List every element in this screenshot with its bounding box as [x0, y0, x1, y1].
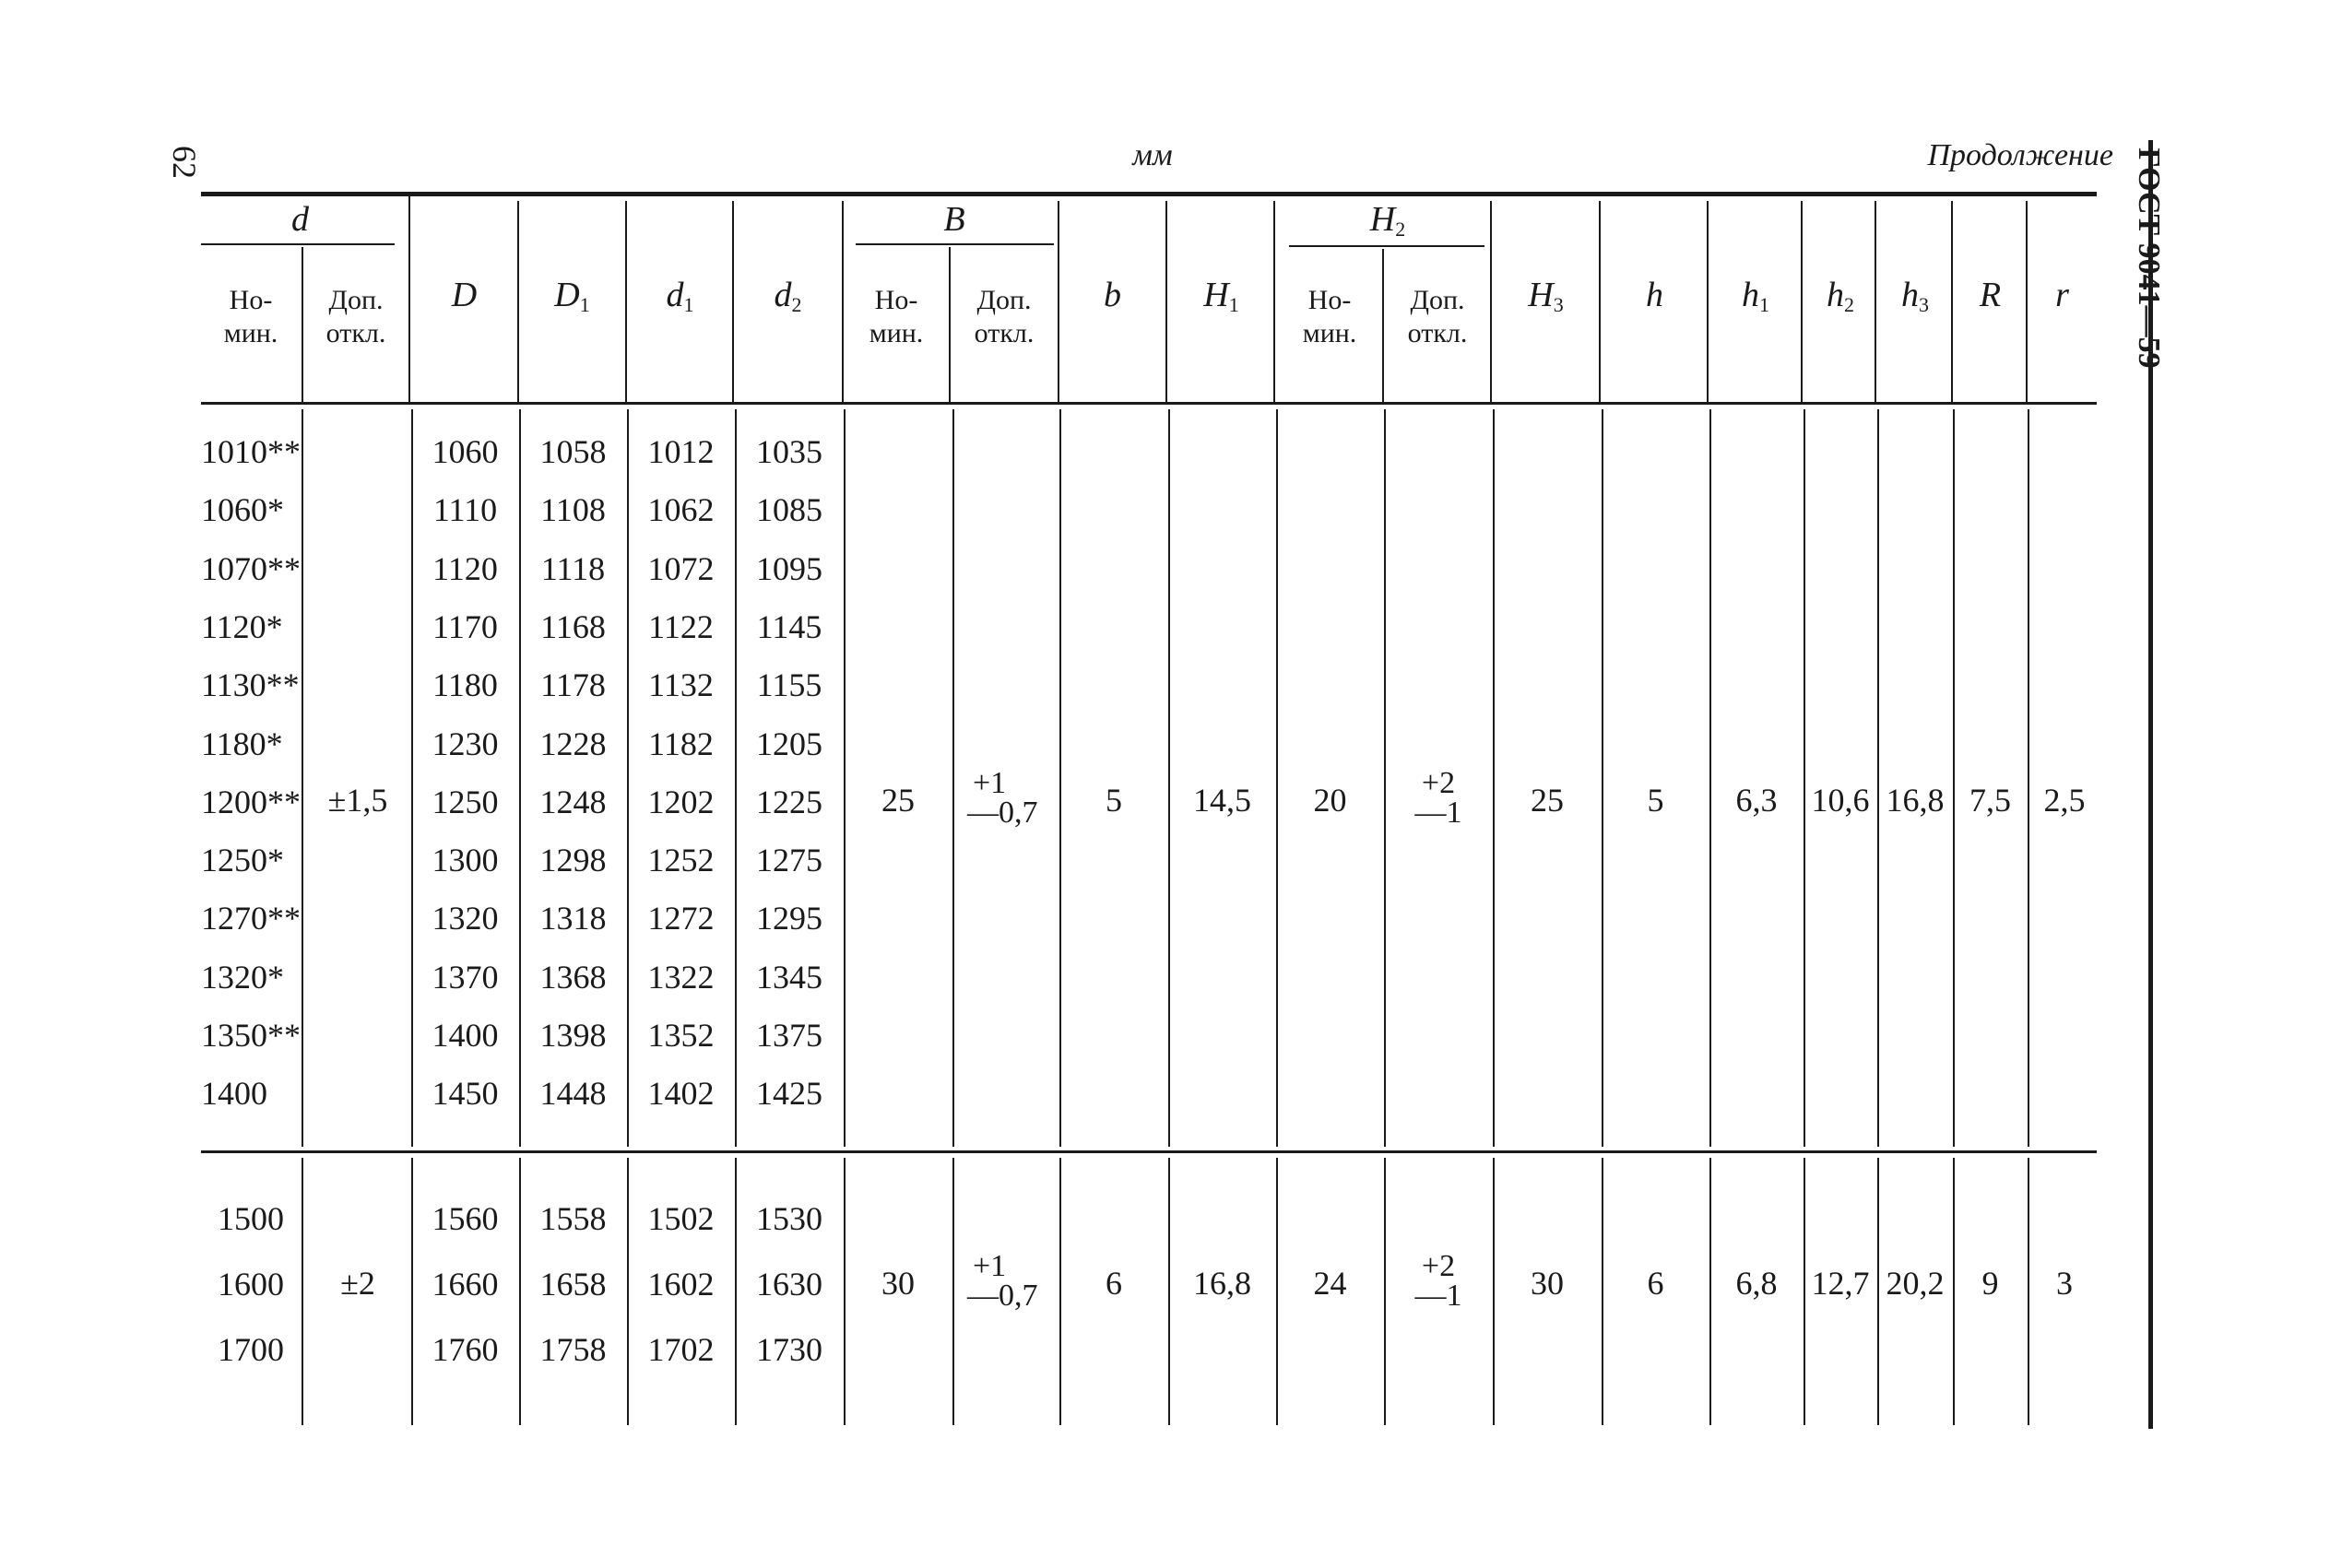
header-B-dop	[952, 284, 1057, 350]
header-R	[1953, 277, 2028, 313]
continuation-label: Продолжение	[1927, 138, 2113, 172]
header-H1	[1168, 277, 1274, 324]
table-cell: 1760	[432, 1331, 499, 1368]
header-b	[1059, 277, 1165, 313]
dop-line1: Доп.	[976, 285, 1032, 315]
group1-r: 2,5	[2043, 782, 2086, 819]
B-group-underline	[856, 243, 1054, 245]
group2-H2-nominal: 24	[1313, 1265, 1347, 1302]
table-cell: 1370	[432, 958, 499, 996]
table-cell: 1095	[756, 549, 822, 587]
header-h-text: h	[1646, 276, 1663, 314]
table-cell: 1205	[756, 725, 822, 762]
table-cell: 1660	[432, 1266, 499, 1303]
table-cell: 1120	[432, 549, 498, 587]
header-h3	[1877, 277, 1953, 324]
tol-lower: —1	[1414, 1279, 1462, 1313]
table-cell: 1448	[539, 1075, 607, 1113]
table-cell: 1275	[756, 842, 822, 879]
tol-upper: +1	[973, 766, 1007, 800]
table-cell: 1400	[201, 1075, 267, 1113]
header-H1-text: H	[1203, 276, 1229, 314]
header-h1-sub: 1	[1759, 293, 1769, 316]
nom-line1: Но-	[229, 285, 273, 315]
header-d	[201, 201, 399, 238]
tol-upper: +2	[1421, 1249, 1456, 1283]
table-cell: 1530	[756, 1200, 822, 1237]
table-cell: 1108	[540, 491, 606, 529]
nom-line2: мин.	[223, 318, 278, 348]
header-d2-text: d	[774, 276, 792, 314]
table-cell: 1122	[648, 607, 714, 645]
table-cell: 1630	[756, 1266, 822, 1303]
table-cell: 1345	[756, 958, 822, 996]
header-r-text: r	[2055, 276, 2069, 314]
table-cell: 1702	[647, 1331, 715, 1368]
group2-h3: 20,2	[1886, 1265, 1945, 1302]
group1-B-nominal: 25	[881, 782, 915, 819]
table-cell: 1400	[432, 1017, 499, 1054]
table-cell: 1182	[648, 725, 714, 762]
header-H1-sub: 1	[1228, 293, 1239, 316]
table-cell: 1322	[647, 958, 715, 996]
table-cell: 1012	[647, 433, 715, 470]
table-cell: 1298	[539, 842, 607, 879]
table-cell: 1010**	[201, 433, 301, 470]
header-d-text: d	[291, 200, 309, 239]
group2-h1: 6,8	[1735, 1265, 1778, 1302]
header-bottom-rule	[201, 402, 2097, 405]
group2-b: 6	[1106, 1265, 1122, 1302]
table-cell: 1368	[539, 958, 607, 996]
table-cell: 1300	[432, 842, 499, 879]
header-d-nom	[201, 284, 301, 350]
table-cell: 1060	[432, 433, 499, 470]
col-divider	[842, 201, 844, 402]
header-B	[848, 201, 1060, 238]
table-cell: 1202	[647, 783, 715, 820]
header-H3-sub: 3	[1553, 293, 1564, 316]
table-cell: 1035	[756, 433, 822, 470]
tol-upper: +1	[973, 1249, 1007, 1283]
col-divider	[1168, 409, 1170, 1147]
table-cell: 1085	[756, 491, 822, 529]
nom-line2: мин.	[869, 318, 924, 348]
page-number: 62	[166, 146, 203, 179]
header-b-text: b	[1104, 276, 1121, 314]
header-h2-text: h	[1827, 276, 1844, 314]
table-cell: 1252	[647, 842, 715, 879]
nom-line2: мин.	[1302, 318, 1357, 348]
header-H3-text: H	[1528, 276, 1554, 314]
header-d-dop	[304, 284, 408, 350]
col-divider	[1877, 409, 1879, 1147]
group2-h2: 12,7	[1811, 1265, 1870, 1302]
header-h1	[1709, 277, 1802, 324]
header-h2-sub: 2	[1844, 293, 1854, 316]
table-cell: 1058	[539, 433, 607, 470]
header-d2-sub: 2	[791, 293, 802, 316]
table-cell: 1178	[540, 666, 606, 704]
table-cell: 1602	[647, 1266, 715, 1303]
nom-line1: Но-	[1307, 285, 1352, 315]
col-divider	[1059, 409, 1061, 1147]
table-cell: 1168	[540, 607, 606, 645]
table-cell: 1228	[539, 725, 607, 762]
col-divider	[302, 247, 303, 402]
group1-d-tolerance: ±1,5	[327, 782, 388, 819]
group1-h: 5	[1647, 782, 1664, 819]
table-cell: 1700	[218, 1331, 284, 1368]
header-h2	[1804, 277, 1877, 324]
group1-h3: 16,8	[1886, 782, 1945, 819]
table-cell: 1110	[432, 491, 498, 529]
header-d1-sub: 1	[683, 293, 694, 316]
header-h	[1602, 277, 1708, 313]
table-cell: 1132	[648, 666, 714, 704]
table-cell: 1450	[432, 1075, 499, 1113]
table-cell: 1225	[756, 783, 822, 820]
table-cell: 1170	[432, 607, 498, 645]
table-cell: 1350**	[201, 1017, 301, 1054]
group2-B-tolerance	[952, 1249, 1059, 1313]
table-cell: 1118	[540, 549, 606, 587]
col-divider	[1599, 201, 1601, 402]
table-cell: 1130**	[201, 666, 300, 704]
col-divider	[302, 409, 303, 1147]
table-cell: 1425	[756, 1075, 822, 1113]
header-D1-sub: 1	[579, 293, 590, 316]
table-cell: 1500	[218, 1200, 284, 1237]
col-divider	[1276, 409, 1278, 1147]
group1-h1: 6,3	[1735, 782, 1778, 819]
group1-b: 5	[1106, 782, 1122, 819]
tol-lower: —0,7	[967, 1279, 1038, 1313]
header-h1-text: h	[1742, 276, 1759, 314]
table-cell: 1248	[539, 783, 607, 820]
table-cell: 1600	[218, 1266, 284, 1303]
dop-line1: Доп.	[1410, 285, 1465, 315]
table-cell: 1502	[647, 1200, 715, 1237]
table-cell: 1155	[756, 666, 822, 704]
col-divider	[2028, 409, 2029, 1147]
tol-lower: —0,7	[967, 796, 1038, 830]
col-divider	[949, 247, 951, 402]
table-top-rule	[201, 192, 2097, 196]
group1-R: 7,5	[1969, 782, 2011, 819]
table-cell: 1230	[432, 725, 499, 762]
group2-H2-tolerance	[1384, 1249, 1493, 1313]
group2-d-tolerance: ±2	[340, 1265, 375, 1302]
dop-line2: откл.	[325, 318, 386, 348]
header-D1	[519, 277, 625, 324]
header-d1	[627, 277, 733, 324]
dop-line1: Доп.	[328, 285, 384, 315]
header-r	[2028, 277, 2097, 313]
col-divider	[844, 409, 846, 1147]
header-D1-text: D	[554, 276, 580, 314]
col-divider	[1709, 409, 1711, 1147]
standard-designation: ГОСТ 9041—59	[2132, 147, 2166, 369]
group-separator-rule	[201, 1150, 2097, 1153]
d-group-underline	[201, 243, 395, 245]
header-H2-dop	[1385, 284, 1490, 350]
table-cell: 1250*	[201, 842, 284, 879]
header-h3-text: h	[1901, 276, 1919, 314]
header-D	[411, 277, 517, 313]
header-H3	[1493, 277, 1599, 324]
table-cell: 1730	[756, 1331, 822, 1368]
header-d1-text: d	[666, 276, 684, 314]
group1-H1: 14,5	[1193, 782, 1251, 819]
header-D-text: D	[451, 276, 478, 314]
col-divider	[1165, 201, 1167, 402]
group2-r: 3	[2056, 1265, 2073, 1302]
group1-B-tolerance	[952, 766, 1059, 830]
header-d2	[735, 277, 841, 324]
table-cell: 1070**	[201, 549, 301, 587]
table-cell: 1658	[539, 1266, 607, 1303]
group2-R: 9	[1981, 1265, 1999, 1302]
dop-line2: откл.	[974, 318, 1035, 348]
table-cell: 1560	[432, 1200, 499, 1237]
table-cell: 1320	[432, 900, 499, 937]
col-divider	[1382, 249, 1384, 402]
tol-lower: —1	[1414, 796, 1462, 830]
dop-line2: откл.	[1407, 318, 1468, 348]
header-H2-nom	[1278, 284, 1381, 350]
table-cell: 1180*	[201, 725, 283, 762]
header-B-nom	[845, 284, 948, 350]
table-cell: 1062	[647, 491, 715, 529]
header-h3-sub: 3	[1919, 293, 1929, 316]
group1-H2-nominal: 20	[1313, 782, 1347, 819]
table-cell: 1758	[539, 1331, 607, 1368]
group2-H3: 30	[1531, 1265, 1564, 1302]
col-divider	[1804, 409, 1805, 1147]
header-H2	[1282, 201, 1494, 248]
group2-H1: 16,8	[1193, 1265, 1251, 1302]
unit-label: мм	[1132, 138, 1173, 172]
col-divider	[1493, 409, 1495, 1147]
table-cell: 1250	[432, 783, 499, 820]
tol-upper: +2	[1421, 766, 1456, 800]
table-cell: 1200**	[201, 783, 301, 820]
table-cell: 1318	[539, 900, 607, 937]
header-H2-sub: 2	[1395, 218, 1406, 241]
table-cell: 1180	[432, 666, 498, 704]
table-cell: 1352	[647, 1017, 715, 1054]
table-cell: 1270**	[201, 900, 301, 937]
group2-B-nominal: 30	[881, 1265, 915, 1302]
group1-H2-tolerance	[1384, 766, 1493, 830]
table-cell: 1145	[756, 607, 822, 645]
table-cell: 1072	[647, 549, 715, 587]
group1-h2: 10,6	[1811, 782, 1870, 819]
table-cell: 1398	[539, 1017, 607, 1054]
table-cell: 1375	[756, 1017, 822, 1054]
table-cell: 1120*	[201, 607, 283, 645]
col-divider	[1602, 409, 1603, 1147]
header-H2-text: H	[1369, 200, 1396, 239]
group2-h: 6	[1647, 1265, 1664, 1302]
col-divider	[408, 196, 410, 402]
table-cell: 1320*	[201, 958, 284, 996]
table-cell: 1060*	[201, 491, 284, 529]
table-cell: 1558	[539, 1200, 607, 1237]
nom-line1: Но-	[874, 285, 918, 315]
header-B-text: B	[943, 200, 965, 239]
table-cell: 1272	[647, 900, 715, 937]
col-divider	[1953, 409, 1955, 1147]
group1-H3: 25	[1531, 782, 1564, 819]
col-divider	[302, 1158, 303, 1425]
header-R-text: R	[1979, 276, 2002, 314]
table-cell: 1295	[756, 900, 822, 937]
table-cell: 1402	[647, 1075, 715, 1113]
